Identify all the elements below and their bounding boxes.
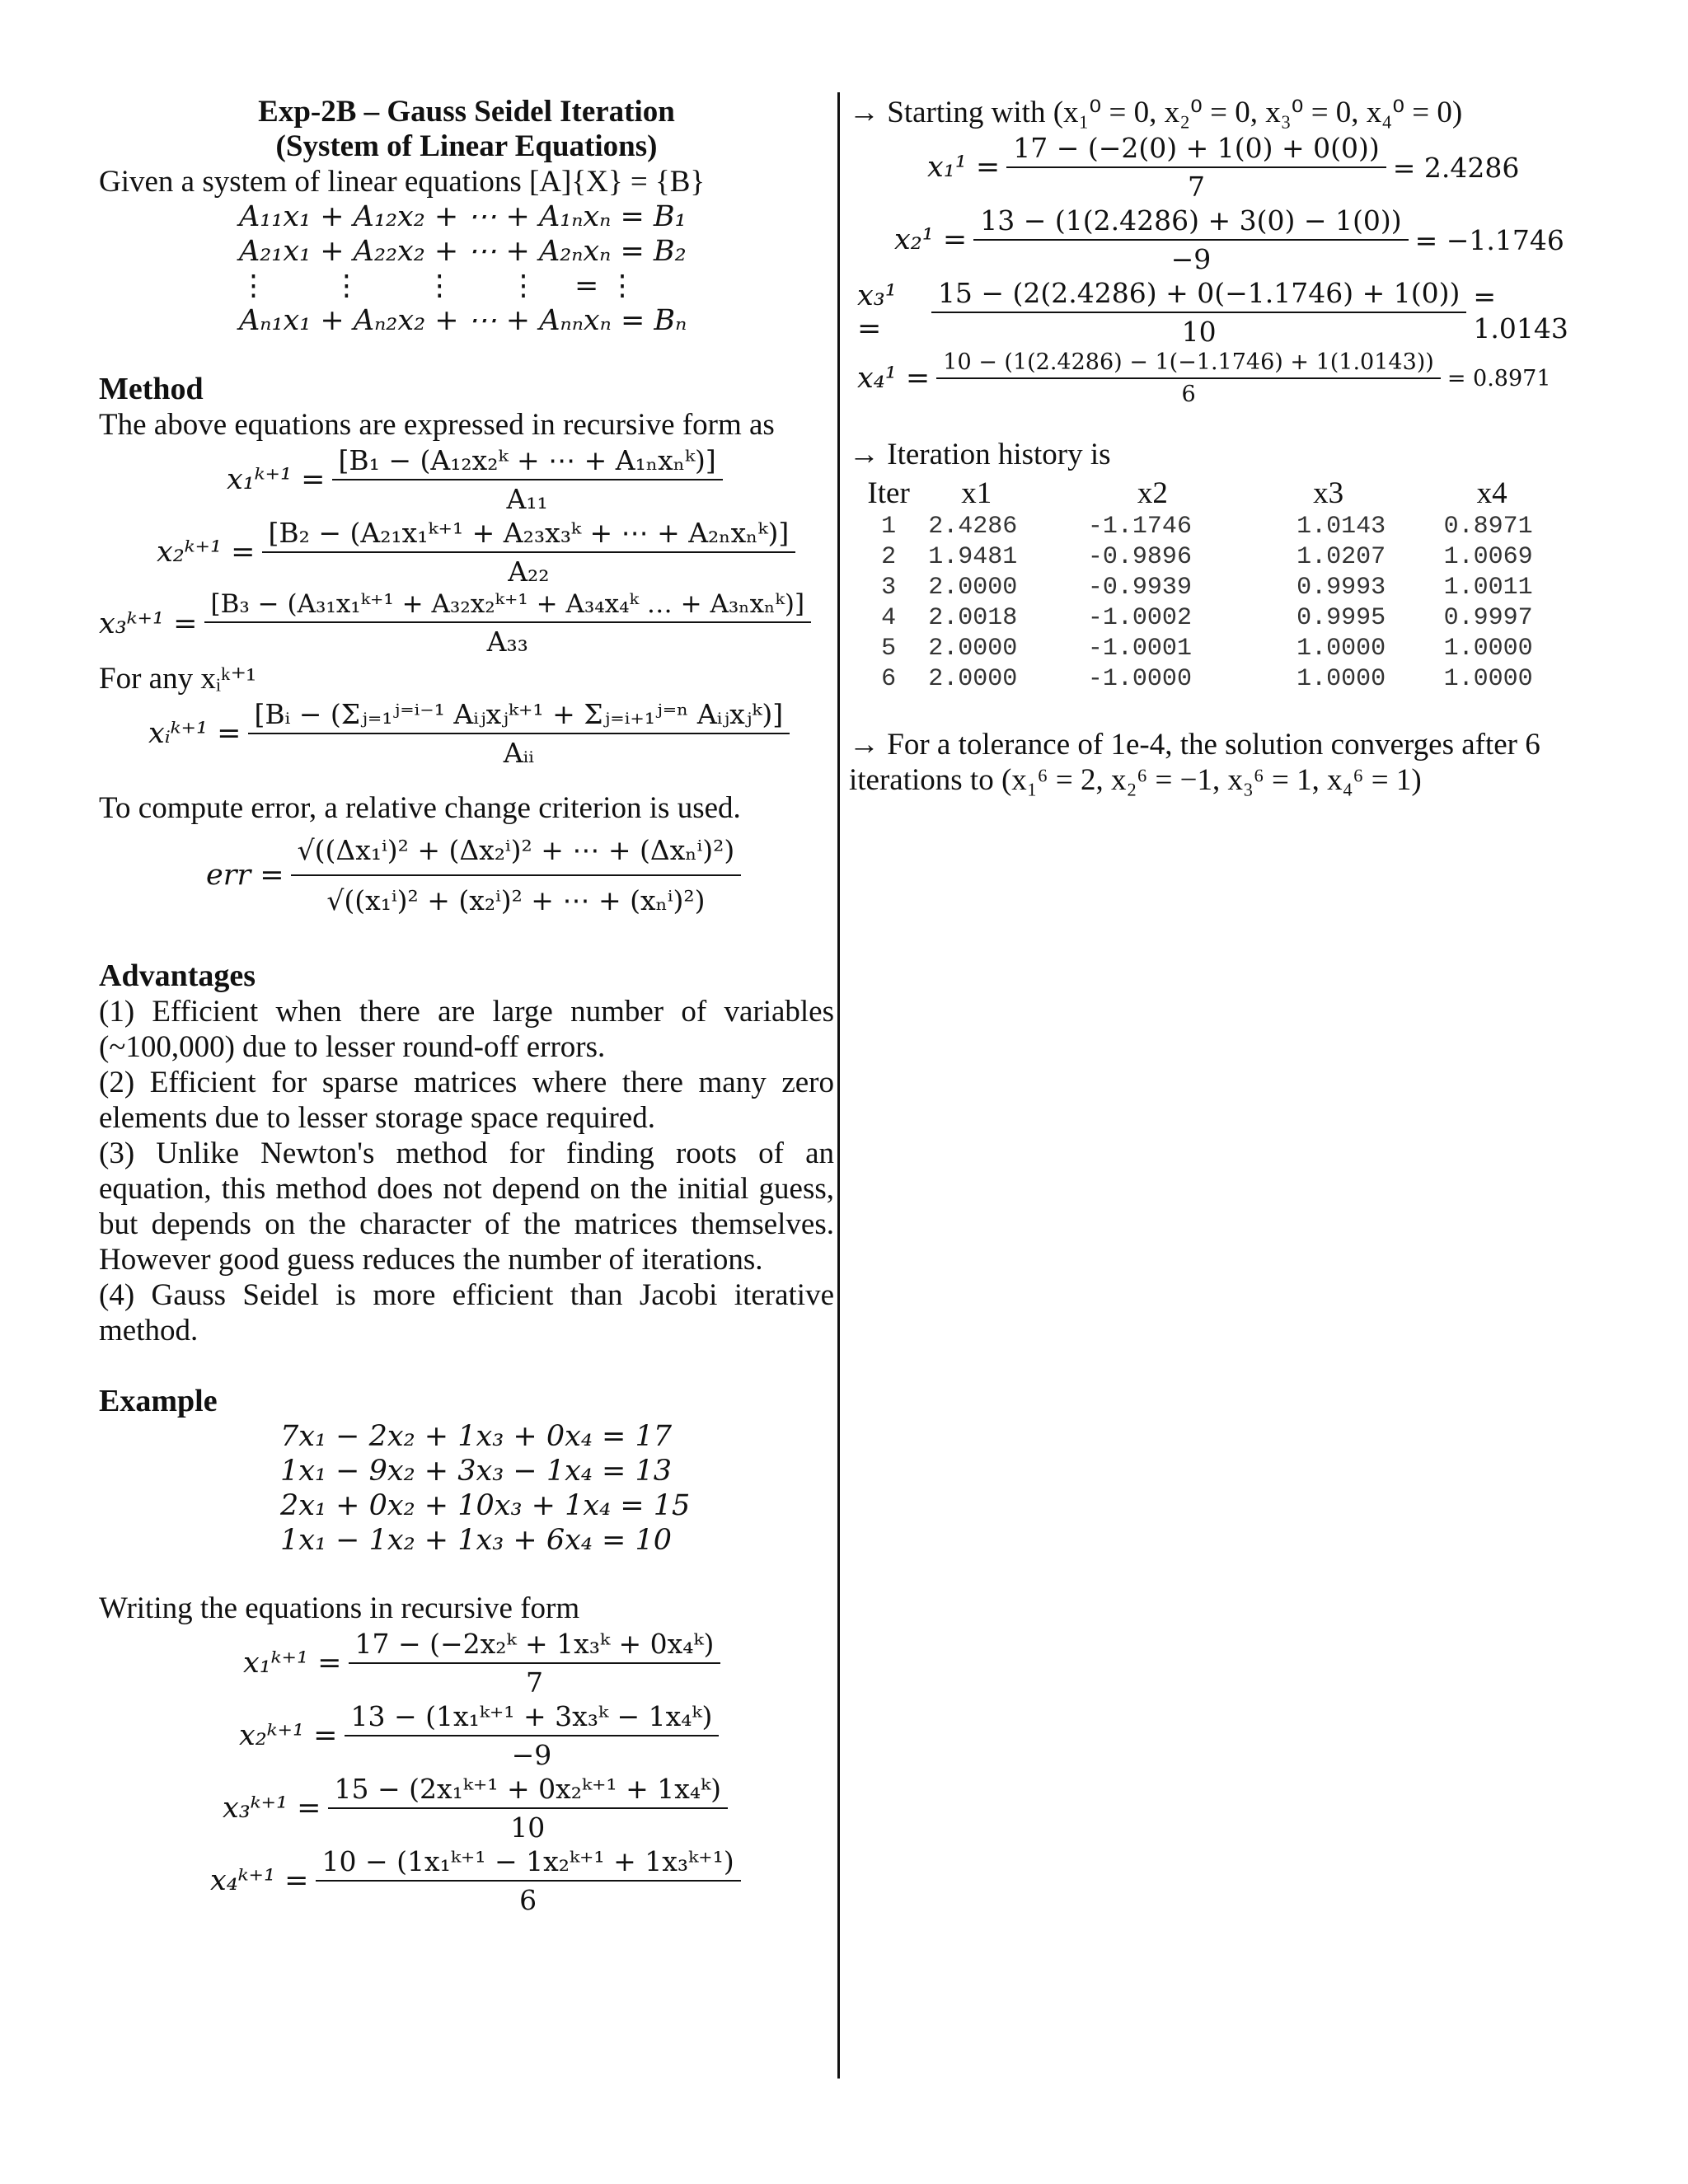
system-row: Aₙ₁x₁ + Aₙ₂x₂ + ⋯ + Aₙₙxₙ = Bₙ (239, 304, 687, 337)
eq-lhs: x₂ᵏ⁺¹ = (157, 536, 256, 569)
table-cell: 2.0018 (928, 603, 1018, 632)
example-equation: 7x₁ − 2x₂ + 1x₃ + 0x₄ = 17 (280, 1420, 672, 1453)
table-cell: 2.0000 (928, 664, 1018, 693)
eq-denominator: 10 (931, 312, 1466, 348)
table-cell: 1.0000 (1443, 634, 1533, 663)
eq-lhs: x₃¹ = (857, 279, 897, 345)
table-row (849, 541, 1591, 572)
table-cell: -1.1746 (1087, 512, 1192, 541)
table-cell: 1.0000 (1443, 664, 1533, 693)
table-cell: 1.0143 (1296, 512, 1386, 541)
eq-lhs: xᵢᵏ⁺¹ = (148, 717, 241, 750)
iteration-history-table (849, 476, 1591, 694)
table-cell: 0.9995 (1296, 603, 1386, 632)
eq-result: = −1.1746 (1414, 223, 1564, 256)
eq-denominator: Aᵢᵢ (248, 733, 790, 769)
left-column (99, 95, 834, 1918)
eq-lhs: x₁¹ = (927, 151, 1001, 184)
method-text: The above equations are expressed in recursive form as (99, 408, 775, 442)
eq-lhs: x₄¹ = (857, 362, 931, 395)
table-cell: 6 (881, 664, 897, 693)
table-row (849, 663, 1591, 694)
title-line-1: Exp-2B – Gauss Seidel Iteration (258, 95, 675, 129)
table-row (849, 633, 1591, 663)
table-cell: 0.8971 (1443, 512, 1533, 541)
recursive-eq-2 (157, 517, 834, 588)
error-text: To compute error, a relative change criterion is used. (99, 791, 741, 825)
table-cell: 0.9993 (1296, 573, 1386, 602)
system-row: A₁₁x₁ + A₁₂x₂ + ⋯ + A₁ₙxₙ = B₁ (239, 200, 687, 233)
conclusion-text: → For a tolerance of 1e-4, the solution converges after 6 iterations to (x₁⁶ = 2, x₂⁶ = −1, x₃⁶ = 1, x₄⁶ = 1) (849, 728, 1540, 797)
table-cell: 2.0000 (928, 634, 1018, 663)
table-cell: 4 (881, 603, 897, 632)
eq-numerator: 15 − (2(2.4286) + 0(−1.1746) + 1(0)) (937, 277, 1461, 309)
example-equations (280, 1419, 834, 1558)
table-cell: 0.9997 (1443, 603, 1533, 632)
title-line-2: (System of Linear Equations) (275, 129, 658, 163)
table-cell: 1.0207 (1296, 542, 1386, 571)
table-cell: 1.9481 (928, 542, 1018, 571)
advantage-item: (2) Efficient for sparse matrices where there many zero elements due to lesser storage space required. (99, 1066, 834, 1135)
eq-numerator: [B₃ − (A₃₁x₁ᵏ⁺¹ + A₃₂x₂ᵏ⁺¹ + A₃₄x₄ᵏ … + A₃ₙxₙᵏ)] (210, 589, 805, 619)
example-recursive-eq (210, 1845, 834, 1916)
eq-denominator: −9 (345, 1735, 720, 1771)
recursive-eq-1 (227, 444, 834, 515)
example-recursive-eq (223, 1773, 834, 1844)
system-row: A₂₁x₁ + A₂₂x₂ + ⋯ + A₂ₙxₙ = B₂ (239, 235, 687, 268)
table-row (849, 511, 1591, 541)
column-divider (837, 92, 840, 2079)
table-cell: -1.0000 (1087, 664, 1192, 693)
table-header-row (849, 476, 1591, 511)
table-row (849, 572, 1591, 602)
table-cell: -1.0002 (1087, 603, 1192, 632)
starting-text: → Starting with (x₁⁰ = 0, x₂⁰ = 0, x₃⁰ = 0, x₄⁰ = 0) (849, 96, 1463, 129)
eq-denominator: A₁₁ (332, 479, 723, 515)
right-column (849, 95, 1591, 798)
eq-lhs: x₂¹ = (894, 223, 968, 256)
table-row (849, 602, 1591, 633)
first-iteration-eq (894, 204, 1591, 275)
eq-denominator: A₃₃ (204, 621, 812, 658)
recursive-eq-3 (99, 589, 834, 658)
system-equations (239, 199, 834, 338)
column-header: x2 (1137, 476, 1168, 510)
eq-numerator: 10 − (1(2.4286) − 1(−1.1746) + 1(1.0143)) (943, 349, 1434, 375)
example-equation: 2x₁ + 0x₂ + 10x₃ + 1x₄ = 15 (280, 1489, 691, 1522)
example-recursive-eq (239, 1700, 834, 1771)
advantage-item: (3) Unlike Newton's method for finding roots of an equation, this method does not depend on the initial guess, but depends on the character of the matrices themselves. However good guess reduces the number of iterations. (99, 1137, 834, 1277)
eq-numerator: 15 − (2x₁ᵏ⁺¹ + 0x₂ᵏ⁺¹ + 1x₄ᵏ) (334, 1773, 722, 1805)
eq-numerator: [Bᵢ − (Σⱼ₌₁ʲ⁼ⁱ⁻¹ Aᵢⱼxⱼᵏ⁺¹ + Σⱼ₌ᵢ₊₁ʲ⁼ⁿ Aᵢⱼxⱼᵏ)] (254, 698, 784, 730)
eq-numerator: [B₁ − (A₁₂x₂ᵏ + ⋯ + A₁ₙxₙᵏ)] (338, 444, 716, 476)
general-formula (148, 698, 834, 769)
eq-lhs: x₁ᵏ⁺¹ = (243, 1647, 342, 1680)
eq-numerator: 13 − (1(2.4286) + 3(0) − 1(0)) (980, 204, 1402, 237)
advantage-item: (4) Gauss Seidel is more efficient than Jacobi iterative method. (99, 1278, 834, 1347)
eq-numerator: [B₂ − (A₂₁x₁ᵏ⁺¹ + A₂₃x₃ᵏ + ⋯ + A₂ₙxₙᵏ)] (268, 517, 790, 549)
table-cell: 1.0000 (1296, 634, 1386, 663)
table-cell: 1.0000 (1296, 664, 1386, 693)
eq-denominator: 6 (316, 1880, 741, 1916)
table-cell: 1 (881, 512, 897, 541)
eq-denominator: −9 (973, 239, 1408, 275)
history-text: → Iteration history is (849, 438, 1111, 471)
eq-lhs: x₂ᵏ⁺¹ = (239, 1719, 338, 1752)
eq-denominator: √((x₁ⁱ)² + (x₂ⁱ)² + ⋯ + (xₙⁱ)²) (291, 874, 742, 916)
system-row: ⋮ ⋮ ⋮ ⋮ = ⋮ (239, 269, 637, 302)
error-formula (206, 834, 834, 916)
example-heading: Example (99, 1384, 218, 1418)
table-cell: 2 (881, 542, 897, 571)
eq-result: = 1.0143 (1473, 280, 1568, 344)
column-header: Iter (867, 476, 910, 510)
first-iteration-eq (927, 132, 1591, 203)
advantages-heading: Advantages (99, 958, 256, 993)
eq-denominator: 10 (328, 1807, 729, 1844)
first-iteration-eq (857, 277, 1591, 348)
eq-lhs: x₃ᵏ⁺¹ = (223, 1792, 321, 1825)
table-cell: 3 (881, 573, 897, 602)
table-cell: 5 (881, 634, 897, 663)
eq-lhs: x₃ᵏ⁺¹ = (99, 607, 198, 640)
eq-denominator: 6 (936, 377, 1441, 407)
eq-lhs: x₁ᵏ⁺¹ = (227, 463, 326, 496)
column-header: x3 (1313, 476, 1344, 510)
table-cell: -0.9896 (1087, 542, 1192, 571)
eq-result: = 0.8971 (1447, 365, 1551, 391)
eq-numerator: 13 − (1x₁ᵏ⁺¹ + 3x₃ᵏ − 1x₄ᵏ) (350, 1700, 713, 1732)
eq-result: = 2.4286 (1392, 151, 1520, 184)
table-cell: -0.9939 (1087, 573, 1192, 602)
eq-numerator: √((Δx₁ⁱ)² + (Δx₂ⁱ)² + ⋯ + (Δxₙⁱ)²) (297, 834, 735, 866)
table-cell: -1.0001 (1087, 634, 1192, 663)
column-header: x4 (1476, 476, 1507, 510)
eq-numerator: 17 − (−2x₂ᵏ + 1x₃ᵏ + 0x₄ᵏ) (354, 1628, 715, 1660)
first-iteration-eq (857, 349, 1591, 407)
eq-denominator: A₂₂ (262, 551, 796, 588)
example-equation: 1x₁ − 9x₂ + 3x₃ − 1x₄ = 13 (280, 1455, 672, 1488)
given-text: Given a system of linear equations [A]{X} = {B} (99, 165, 706, 199)
table-cell: 2.4286 (928, 512, 1018, 541)
for-any-text: For any xᵢᵏ⁺¹ (99, 662, 256, 696)
eq-denominator: 7 (349, 1662, 721, 1699)
eq-denominator: 7 (1006, 166, 1386, 203)
method-heading: Method (99, 372, 204, 406)
table-cell: 2.0000 (928, 573, 1018, 602)
table-cell: 1.0011 (1443, 573, 1533, 602)
column-header: x1 (961, 476, 992, 510)
table-cell: 1.0069 (1443, 542, 1533, 571)
example-recursive-eq (243, 1628, 834, 1699)
example-equation: 1x₁ − 1x₂ + 1x₃ + 6x₄ = 10 (280, 1524, 672, 1557)
advantage-item: (1) Efficient when there are large number of variables (~100,000) due to lesser round-off errors. (99, 995, 834, 1064)
eq-numerator: 10 − (1x₁ᵏ⁺¹ − 1x₂ᵏ⁺¹ + 1x₃ᵏ⁺¹) (321, 1845, 734, 1877)
eq-lhs: x₄ᵏ⁺¹ = (210, 1864, 309, 1897)
writing-text: Writing the equations in recursive form (99, 1591, 580, 1625)
eq-lhs: err = (206, 859, 284, 892)
eq-numerator: 17 − (−2(0) + 1(0) + 0(0)) (1013, 132, 1380, 164)
